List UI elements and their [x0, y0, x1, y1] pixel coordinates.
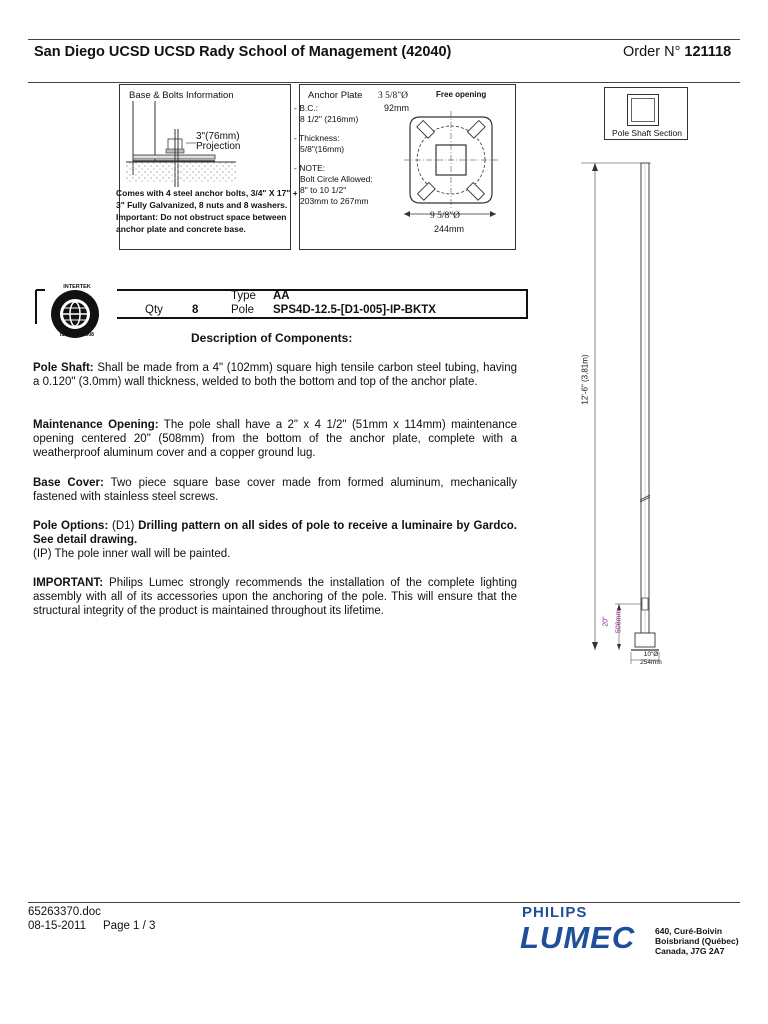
desc-important — [33, 576, 517, 618]
base-bolts-title: Base & Bolts Information — [129, 90, 234, 101]
pole-shaft-section — [604, 87, 688, 140]
thickness-value: 5/8"(16mm) — [300, 144, 345, 154]
pole-value: SPS4D-12.5-[D1-005]-IP-BKTX — [273, 304, 436, 316]
qty-label: Qty — [145, 304, 163, 316]
qty-value: 8 — [192, 304, 199, 316]
desc-pole-options-text: (D1) — [108, 520, 139, 532]
dim-bottom: 9 5/8"Ø — [430, 211, 461, 221]
free-opening-label: Free opening — [436, 90, 487, 99]
projection-value: 3"(76mm) — [196, 131, 240, 142]
desc-base-cover-text: Two piece square base cover made from formed aluminum, mechanically fastened with stainless steel screws. — [33, 477, 517, 503]
lumec-logo: LUMEC — [520, 920, 636, 955]
footer-date: 08-15-2011 — [28, 920, 86, 932]
desc-base-cover — [33, 476, 517, 504]
order-number — [623, 44, 731, 60]
table-right-rule — [526, 289, 528, 319]
projection-label: Projection — [196, 141, 241, 152]
project-title: San Diego UCSD UCSD Rady School of Management (42040) — [34, 44, 452, 60]
header-bottom-rule — [28, 82, 740, 83]
logo-bottom-text: ISO 9001:2008 — [60, 332, 94, 338]
desc-pole-options-title: Pole Options: — [33, 520, 109, 532]
note-line-2: 8" to 10 1/2" — [300, 185, 347, 195]
address-line-1: 640, Curé-Boivin — [655, 926, 723, 936]
address-line-2: Boisbriand (Québec) — [655, 936, 739, 946]
bc-label: - B.C.: — [294, 103, 319, 113]
pole-height-label: 12'-6" (3,81m) — [580, 354, 590, 405]
anchor-plate-specs — [294, 103, 373, 207]
desc-important-text: Philips Lumec strongly recommends the installation of the complete lighting assembly with all of its accessories upon the anchoring of the pole. This will ensure that the structural integrity of the product is maintained throughout its lifetime. — [33, 577, 517, 617]
type-value: AA — [273, 290, 290, 302]
desc-important-title: IMPORTANT: — [33, 577, 104, 589]
philips-logo: PHILIPS — [522, 904, 588, 921]
door-height-mm: 508mm — [615, 609, 623, 634]
desc-pole-shaft-title: Pole Shaft: — [33, 362, 94, 374]
pole-elevation-drawing — [575, 155, 675, 670]
dim-top: 3 5/8"Ø — [378, 91, 409, 101]
anchor-plate-drawing — [404, 111, 498, 209]
base-width-label: 10"Ø — [643, 651, 659, 658]
anchor-plate-title: Anchor Plate — [308, 90, 363, 101]
address-line-3: Canada, J7G 2A7 — [655, 946, 725, 956]
dim-top-mm: 92mm — [384, 103, 410, 113]
desc-pole-shaft-text: Shall be made from a 4" (102mm) square high tensile carbon steel tubing, having a 0.120" (3.0mm) wall thickness, welded to both the bottom and top of the anchor plate. — [33, 362, 517, 388]
desc-pole-options-extra: (IP) The pole inner wall will be painted. — [33, 548, 231, 560]
base-bolts-text: Comes with 4 steel anchor bolts, 3/4" X 17" + 3" Fully Galvanized, 8 nuts and 8 washers. Important: Do not obstruct space between anchor plate and concrete base. — [116, 188, 298, 234]
desc-pole-options — [33, 519, 517, 561]
description-heading: Description of Components: — [191, 331, 353, 345]
order-value: 121118 — [684, 44, 732, 60]
bc-value: 8 1/2" (216mm) — [300, 114, 359, 124]
pole-label: Pole — [231, 304, 255, 316]
pole-section-label: Pole Shaft Section — [612, 128, 682, 138]
type-label: Type — [231, 290, 256, 302]
desc-base-cover-title: Base Cover: — [33, 477, 104, 489]
anchor-plate-box — [294, 84, 516, 250]
desc-pole-shaft — [33, 361, 517, 389]
note-line-1: Bolt Circle Allowed: — [300, 174, 373, 184]
footer-page: Page 1 / 3 — [103, 920, 156, 932]
dim-bottom-mm: 244mm — [434, 224, 465, 234]
desc-pole-options-bold: Drilling pattern on all sides of pole to receive a luminaire by Gardco. See detail drawing. — [33, 520, 517, 546]
note-label: - NOTE: — [294, 163, 326, 173]
desc-maintenance — [33, 418, 517, 460]
footer-doc: 65263370.doc — [28, 906, 101, 918]
logo-top-text: INTERTEK — [63, 284, 91, 290]
table-top-rule — [117, 289, 528, 291]
header-top-rule — [28, 39, 740, 40]
base-width-mm: 254mm — [640, 659, 662, 666]
door-height-label: 20" — [602, 616, 610, 627]
thickness-label: - Thickness: — [294, 133, 340, 143]
desc-maintenance-title: Maintenance Opening: — [33, 419, 159, 431]
pole-section-square — [627, 94, 659, 126]
intertek-logo — [33, 286, 117, 340]
desc-maintenance-text: The pole shall have a 2" x 4 1/2" (51mm x 114mm) maintenance opening centered 20" (508mm) from the bottom of the anchor plate, complete with a weatherproof aluminum cover and a copper ground lug. — [33, 419, 517, 459]
base-bolts-box — [116, 84, 298, 250]
order-label: Order N° — [623, 44, 681, 60]
footer-rule — [28, 902, 740, 903]
table-bottom-rule — [117, 317, 528, 319]
note-line-3: 203mm to 267mm — [300, 196, 369, 206]
